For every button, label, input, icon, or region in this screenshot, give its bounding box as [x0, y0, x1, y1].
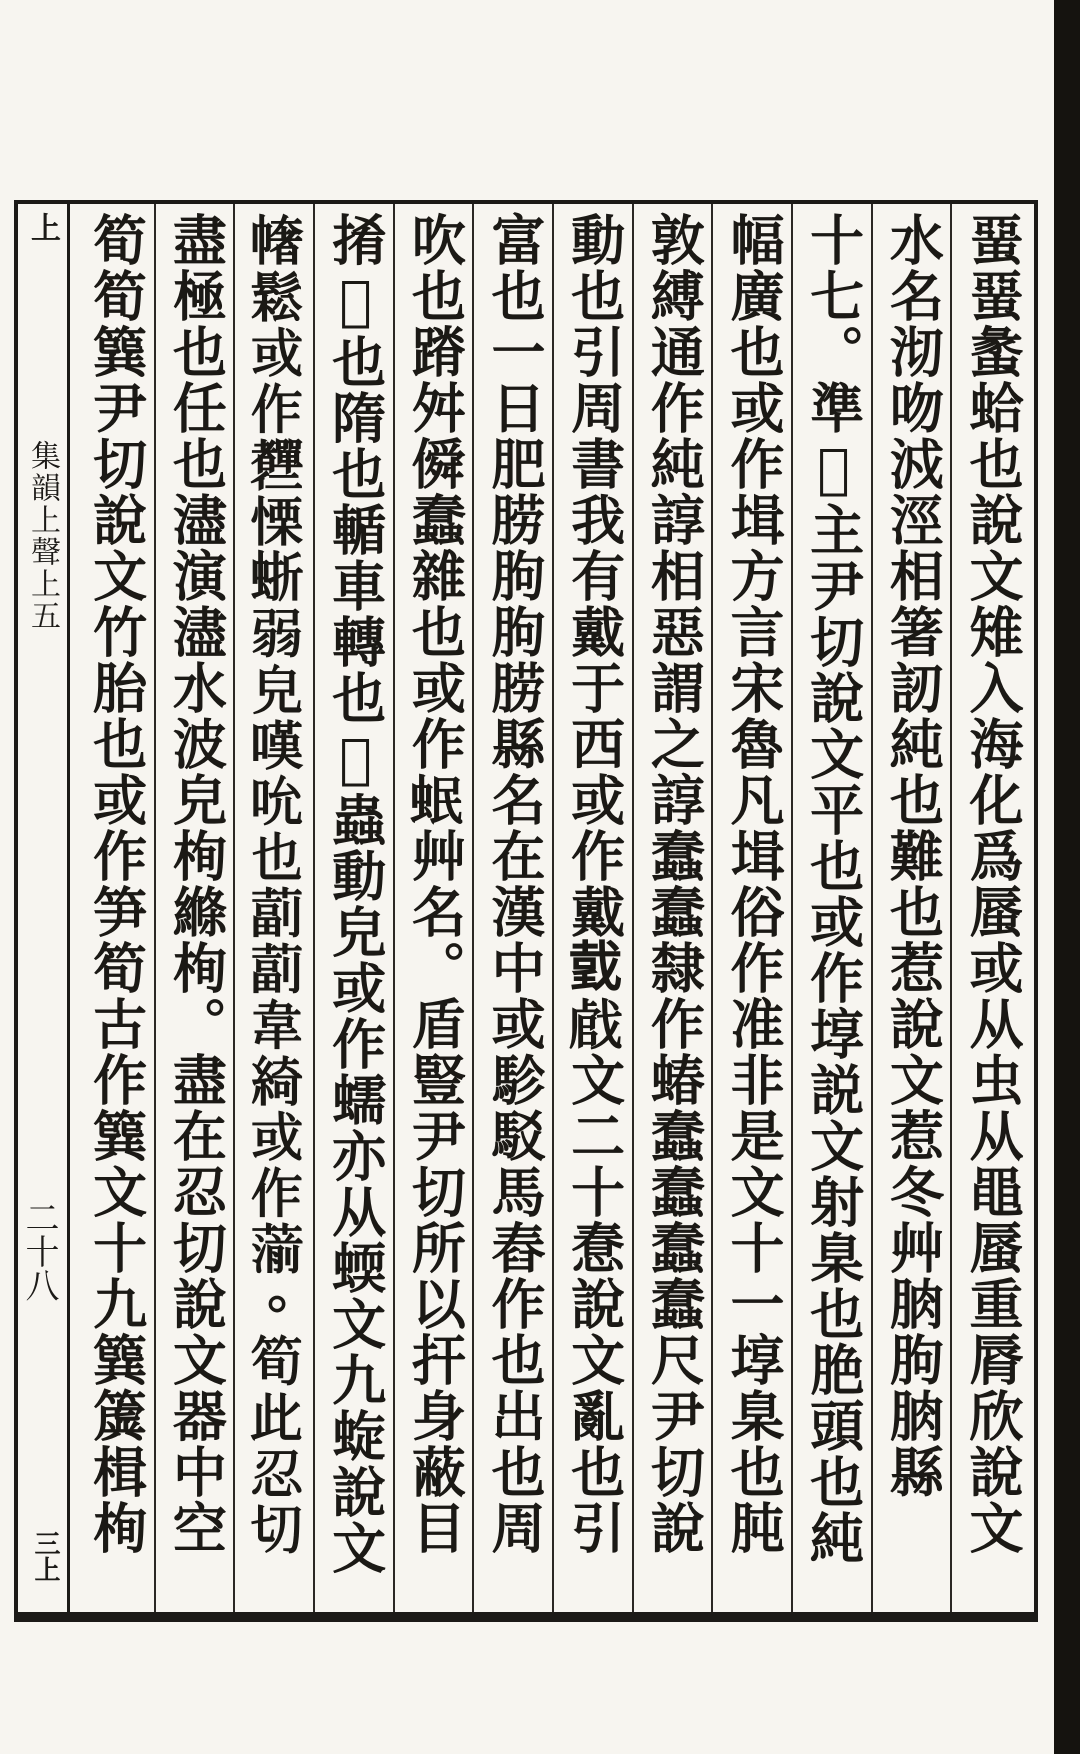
- margin-book-title: 集韻上聲上五: [25, 440, 60, 632]
- column-text: 富也一日肥𦛨朐朐𦛨縣名在漢中或駗駁馬舂作也出也周: [482, 212, 547, 1556]
- column-rule: [711, 204, 713, 1612]
- column-rule: [552, 204, 554, 1612]
- column-rule: [154, 204, 156, 1612]
- margin-column: [18, 204, 70, 1612]
- text-column: [552, 212, 632, 1607]
- margin-page-number: 二十八: [19, 1200, 59, 1302]
- column-text: 水名沏吻㳚涇相箸訒純也難也惹說文惹冬艸朒朐朒縣: [881, 212, 946, 1500]
- text-column: [871, 212, 951, 1607]
- text-column: [74, 212, 154, 1607]
- text-column: [950, 212, 1030, 1607]
- column-text: 𢄳鬆或作𦓍慄𧋍弱皃嘆吮也𦸕𦸕韋綺或作𦺍。筍此忍切: [243, 212, 308, 1556]
- scan-edge: [1054, 0, 1080, 1754]
- column-text: 𢯎𢯏也隋也輴車轉也𧉬蟲動皃或作蠕亦从蝡文九蜁說文: [323, 212, 388, 1576]
- text-column: [791, 212, 871, 1607]
- column-rule: [233, 204, 235, 1612]
- column-text: 動也引周書我有戴于西或作戴𢧜𢧝文二十惷說文亂也引: [562, 212, 627, 1556]
- column-rule: [632, 204, 634, 1612]
- text-column: [313, 212, 393, 1607]
- column-text: 蝁蝁䗍蛤也說文雉入海化爲蜃或从虫从黽蜃重脣欣說文: [960, 212, 1025, 1556]
- column-rule: [393, 204, 395, 1612]
- column-text: 盡極也任也濜演濜水波皃栒縧栒。盡在忍切說文器中空: [164, 212, 229, 1556]
- column-rule: [950, 204, 952, 1612]
- column-rule: [472, 204, 474, 1612]
- column-rule: [871, 204, 873, 1612]
- text-column: [393, 212, 473, 1607]
- margin-volume-mark: 上: [25, 212, 60, 246]
- column-text: 吹也蹐舛僢蠢雜也或作𧉬艸名。盾豎尹切所以扞身蔽目: [403, 212, 468, 1556]
- column-text: 筍筍簨尹切說文竹胎也或作笋筍古作簨文十九簨簴楫栒: [84, 212, 149, 1556]
- margin-foot-mark: 三上: [30, 1530, 60, 1582]
- column-rule: [791, 204, 793, 1612]
- text-column: [711, 212, 791, 1607]
- column-text: 十七。準𣫏主尹切說文平也或作埻説文射臬也脃頭也純: [801, 212, 866, 1566]
- text-column: [472, 212, 552, 1607]
- text-column: [632, 212, 712, 1607]
- column-text: 幅廣也或作𡎎方言宋魯凡𡎎俗作准非是文十一埻臬也肫: [721, 212, 786, 1556]
- column-text: 敦縛通作純諄相惡謂之諄蠢蠢隸作蝽蠢蠢蠢蠢尺尹切說: [642, 212, 707, 1556]
- text-column: [233, 212, 313, 1607]
- column-rule: [313, 204, 315, 1612]
- frame-bottom-border: [14, 1612, 1038, 1622]
- text-column: [154, 212, 234, 1607]
